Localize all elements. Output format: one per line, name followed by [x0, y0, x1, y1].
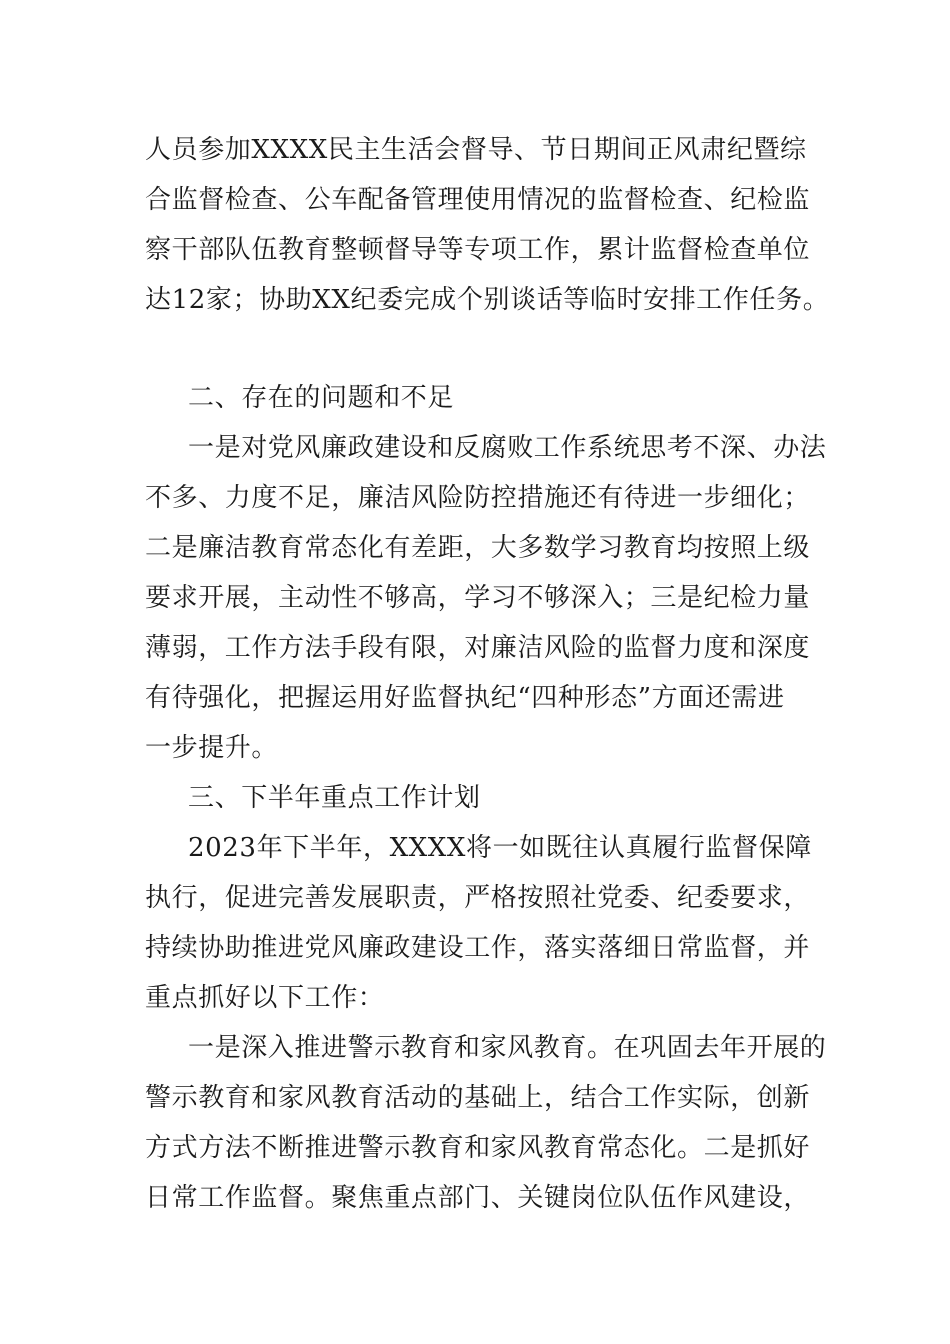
paragraph-line: 执行，促进完善发展职责，严格按照社党委、纪委要求，	[145, 883, 811, 913]
section-heading-plan: 三、下半年重点工作计划	[188, 783, 481, 813]
paragraph-line: 一步提升。	[145, 733, 279, 763]
paragraph-line: 重点抓好以下工作：	[145, 983, 385, 1013]
paragraph-line: 持续协助推进党风廉政建设工作，落实落细日常监督，并	[145, 933, 811, 963]
paragraph-line: 一是深入推进警示教育和家风教育。在巩固去年开展的	[188, 1033, 827, 1063]
paragraph-line: 达12家；协助XX纪委完成个别谈话等临时安排工作任务。	[145, 285, 830, 315]
paragraph-line: 薄弱，工作方法手段有限，对廉洁风险的监督力度和深度	[145, 633, 811, 663]
paragraph-line: 警示教育和家风教育活动的基础上，结合工作实际，创新	[145, 1083, 811, 1113]
paragraph-line: 有待强化，把握运用好监督执纪“四种形态”方面还需进	[145, 683, 785, 713]
paragraph-line: 方式方法不断推进警示教育和家风教育常态化。二是抓好	[145, 1133, 811, 1163]
paragraph-line: 日常工作监督。聚焦重点部门、关键岗位队伍作风建设，	[145, 1183, 811, 1213]
paragraph-line: 合监督检查、公车配备管理使用情况的监督检查、纪检监	[145, 185, 811, 215]
section-heading-problems: 二、存在的问题和不足	[188, 383, 455, 413]
paragraph-line: 二是廉洁教育常态化有差距，大多数学习教育均按照上级	[145, 533, 811, 563]
paragraph-line: 不多、力度不足，廉洁风险防控措施还有待进一步细化；	[145, 483, 811, 513]
paragraph-line: 2023年下半年，XXXX将一如既往认真履行监督保障	[188, 833, 812, 863]
paragraph-line: 察干部队伍教育整顿督导等专项工作，累计监督检查单位	[145, 235, 811, 265]
paragraph-line: 一是对党风廉政建设和反腐败工作系统思考不深、办法	[188, 433, 827, 463]
paragraph-line: 要求开展，主动性不够高，学习不够深入；三是纪检力量	[145, 583, 811, 613]
paragraph-line: 人员参加XXXX民主生活会督导、节日期间正风肃纪暨综	[145, 135, 807, 165]
